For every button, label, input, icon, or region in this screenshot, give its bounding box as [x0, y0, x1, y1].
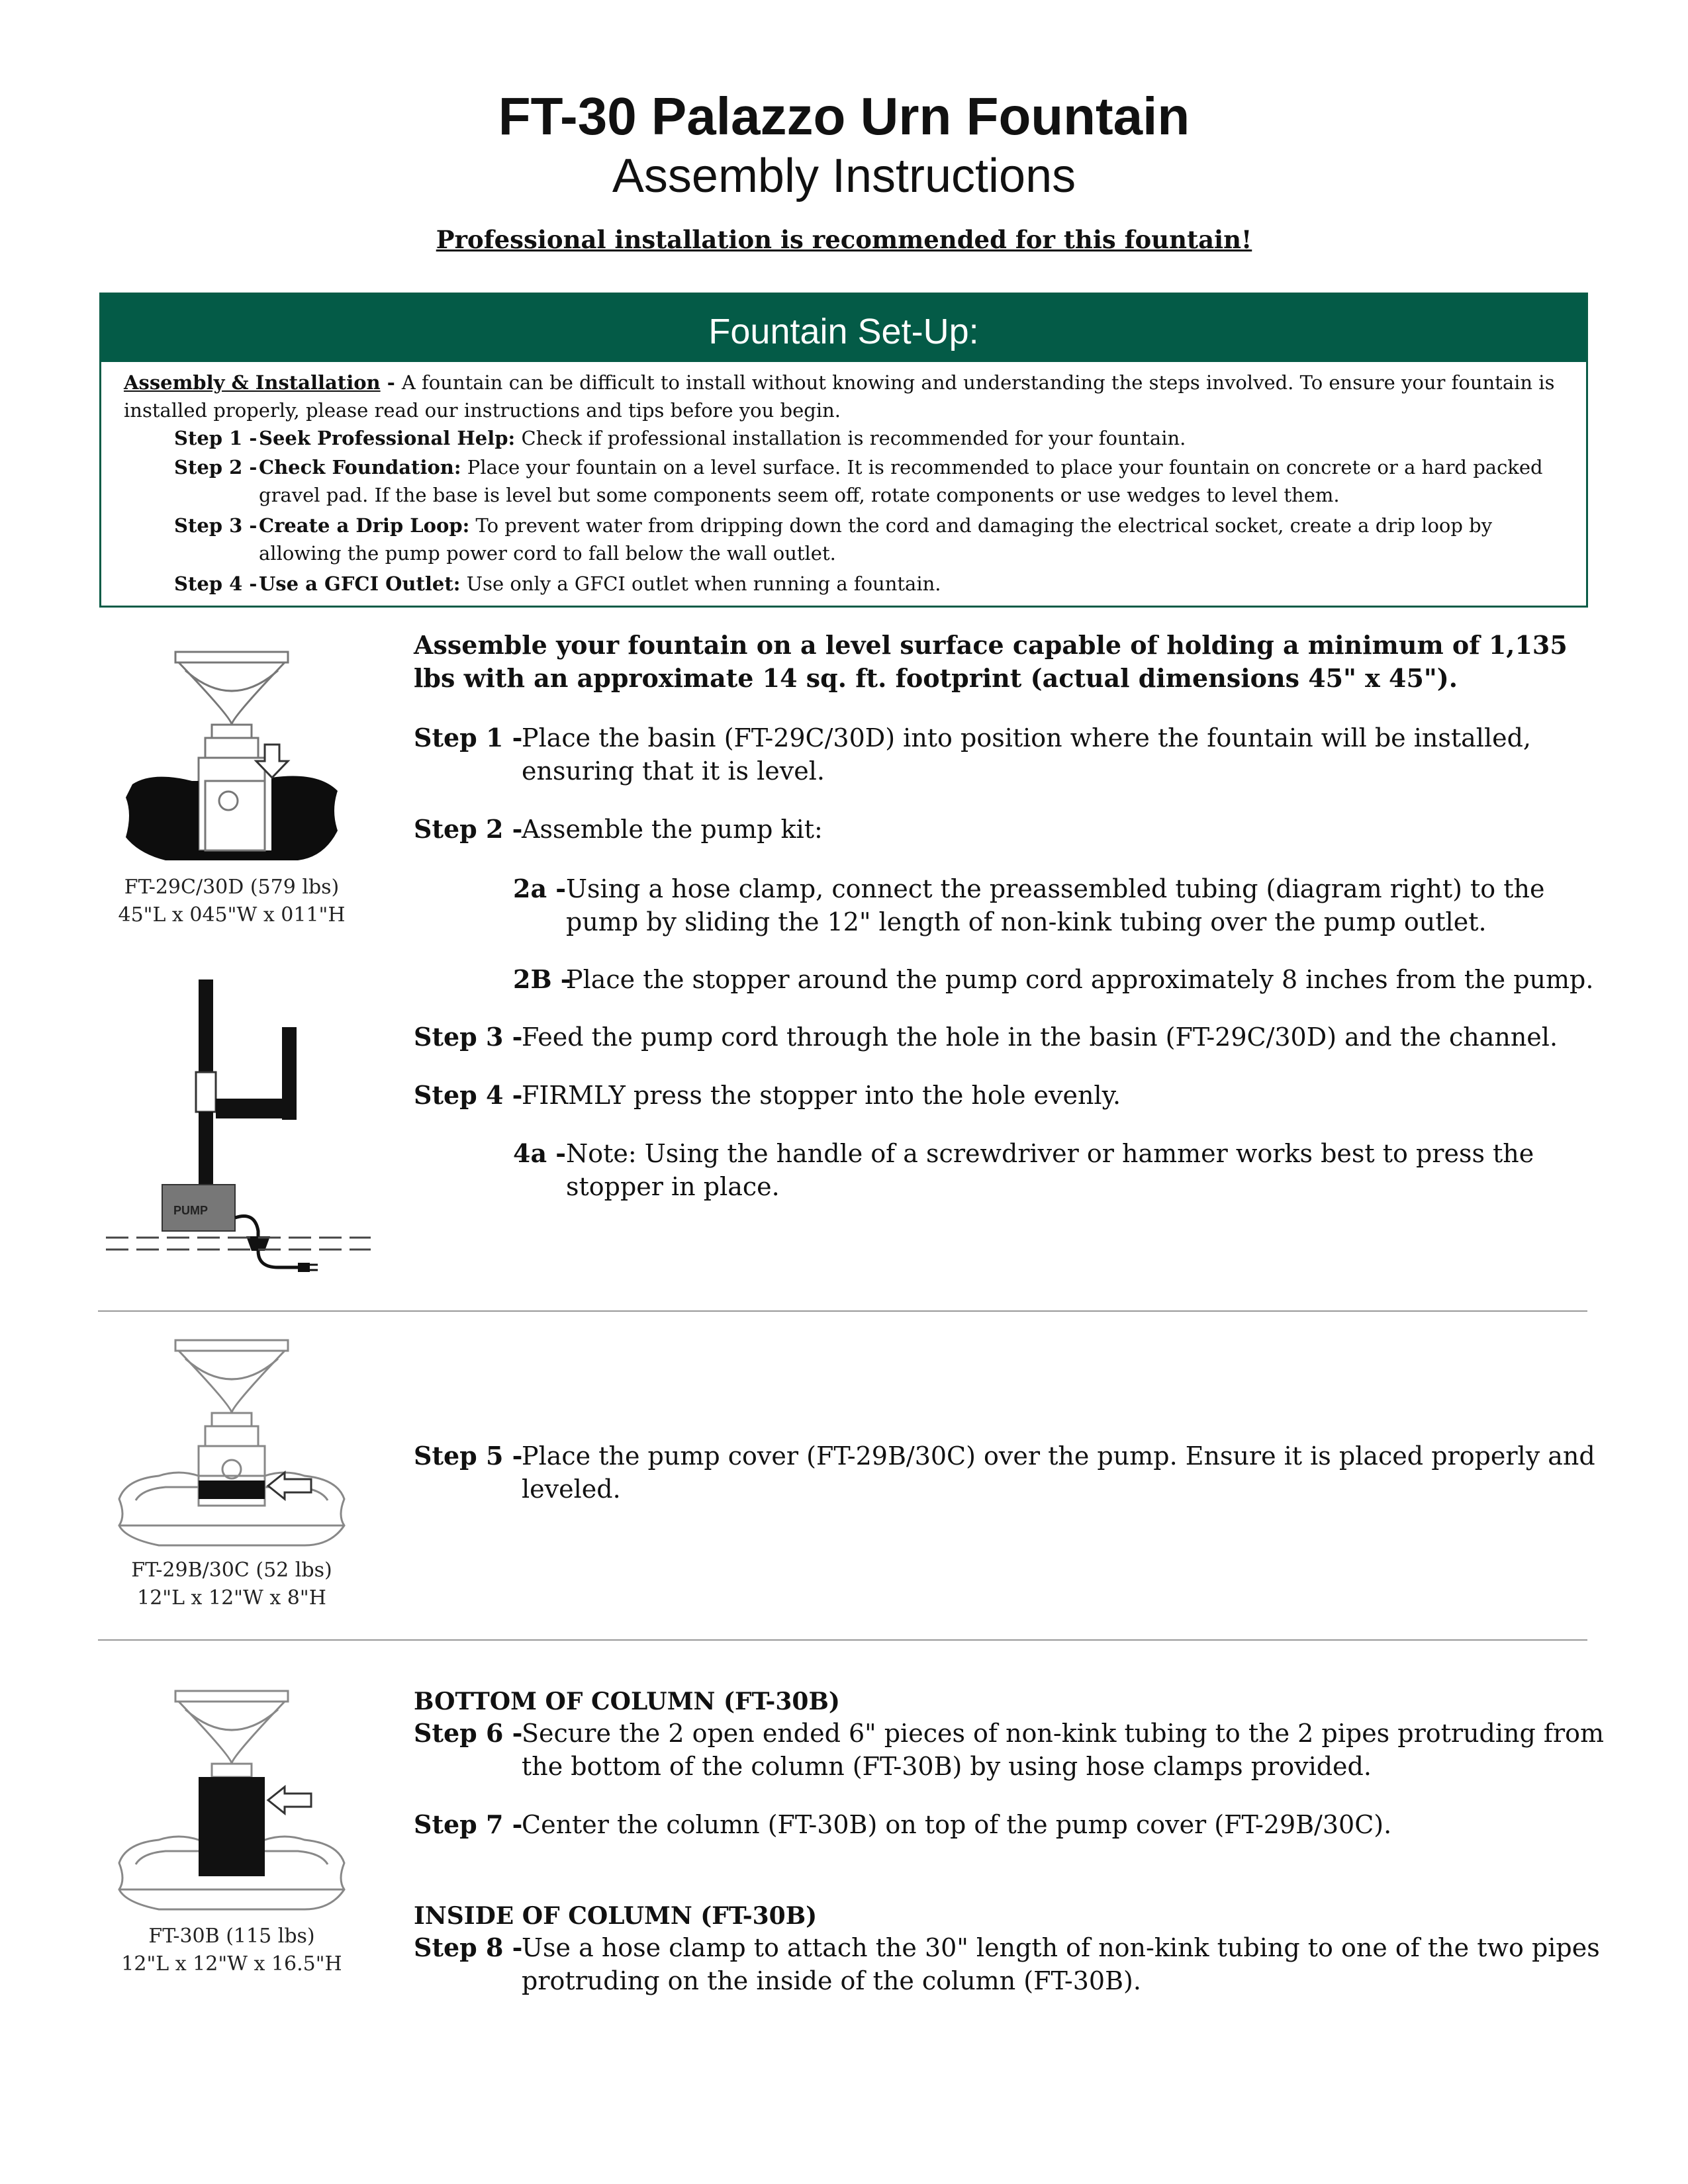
step-label: 4a -: [513, 1138, 567, 1168]
basin-dims: 45"L x 045"W x 011"H: [118, 903, 346, 927]
step-label: 2a -: [513, 874, 567, 903]
setup-step-text: Place your fountain on a level surface. It is recommended to place your fountain on concrete or a hard packed gravel pad. If the base is level but some components seem off, rotate components or use wedges to level them.: [259, 456, 1543, 506]
assembly-step-4a: [513, 1137, 1599, 1203]
step-text: Feed the pump cord through the hole in the basin (FT-29C/30D) and the channel.: [522, 1023, 1558, 1052]
basin-caption: [93, 874, 371, 929]
step-text: FIRMLY press the stopper into the hole evenly.: [522, 1081, 1121, 1110]
assembly-lead: Assemble your fountain on a level surface capable of holding a minimum of 1,135 lbs with an approximate 14 sq. ft. footprint (actual dimensions 45" x 45").: [414, 630, 1568, 693]
assembly-step-2: [414, 813, 1605, 846]
setup-step-label: Step 3 -: [174, 514, 258, 537]
step-label: 2B -: [513, 964, 571, 994]
setup-intro-label: Assembly & Installation: [124, 371, 381, 394]
column-caption: [93, 1923, 371, 1978]
inside-column-heading: INSIDE OF COLUMN (FT-30B): [414, 1902, 818, 1930]
assembly-step-8: [414, 1931, 1605, 1997]
step-text: Using a hose clamp, connect the preassembled tubing (diagram right) to the pump by sliding the 12" length of non-kink tubing over the pump outlet.: [566, 874, 1545, 936]
setup-step-text: To prevent water from dripping down the cord and damaging the electrical socket, create a drip loop by allowing the pump power cord to fall below the wall outlet.: [259, 514, 1493, 565]
setup-step-text: Use only a GFCI outlet when running a fountain.: [460, 572, 941, 595]
setup-step-label: Step 4 -: [174, 572, 258, 595]
cover-dims: 12"L x 12"W x 8"H: [137, 1586, 326, 1610]
setup-step-title: Seek Professional Help:: [259, 427, 516, 449]
step-text: Assemble the pump kit:: [522, 815, 823, 844]
step-label: Step 1 -: [414, 723, 523, 752]
pump-kit-illustration: [99, 973, 377, 1291]
assembly-step-6: [414, 1717, 1605, 1783]
step-label: Step 6 -: [414, 1718, 523, 1748]
setup-box: [99, 293, 1588, 608]
setup-step-title: Use a GFCI Outlet:: [259, 572, 461, 595]
assembly-step-3: [414, 1021, 1605, 1054]
step-label: Step 2 -: [414, 814, 523, 844]
step-label: Step 7 -: [414, 1809, 523, 1839]
setup-step-3: [174, 512, 1564, 567]
step-label: Step 8 -: [414, 1933, 523, 1962]
step-text: Center the column (FT-30B) on top of the pump cover (FT-29B/30C).: [522, 1810, 1392, 1839]
step-text: Place the basin (FT-29C/30D) into position where the fountain will be installed, ensuring that it is level.: [522, 723, 1531, 786]
setup-step-label: Step 2 -: [174, 456, 258, 478]
pump-cover-illustration: [106, 1327, 357, 1552]
setup-intro-sep: -: [380, 371, 402, 394]
cover-name: FT-29B/30C (52 lbs): [131, 1559, 332, 1582]
setup-step-label: Step 1 -: [174, 427, 258, 449]
column-illustration: [106, 1678, 357, 1916]
installation-notice: Professional installation is recommended for this fountain!: [436, 225, 1252, 254]
step-text: Note: Using the handle of a screwdriver or hammer works best to press the stopper in place.: [566, 1139, 1534, 1201]
step-label: Step 5 -: [414, 1441, 523, 1471]
assembly-step-2a: [513, 872, 1599, 938]
setup-step-2: [174, 453, 1564, 509]
cover-caption: [93, 1557, 371, 1612]
assembly-step-2b: [513, 963, 1599, 996]
assembly-step-1: [414, 721, 1605, 788]
setup-step-4: [174, 570, 1564, 598]
column-name: FT-30B (115 lbs): [148, 1925, 315, 1948]
basin-name: FT-29C/30D (579 lbs): [124, 876, 340, 899]
step-text: Use a hose clamp to attach the 30" length of non-kink tubing to one of the two pipes protruding on the inside of the column (FT-30B).: [522, 1933, 1600, 1995]
setup-heading: Fountain Set-Up:: [101, 295, 1586, 362]
setup-step-title: Create a Drip Loop:: [259, 514, 470, 537]
page-subtitle: Assembly Instructions: [612, 150, 1076, 203]
column-dims: 12"L x 12"W x 16.5"H: [121, 1952, 342, 1976]
step-text: Place the stopper around the pump cord approximately 8 inches from the pump.: [566, 965, 1594, 994]
assembly-step-7: [414, 1808, 1605, 1841]
setup-step-title: Check Foundation:: [259, 456, 461, 478]
section-divider: [98, 1639, 1587, 1641]
assembly-step-4: [414, 1079, 1605, 1112]
section-divider: [98, 1310, 1587, 1312]
setup-step-text: Check if professional installation is recommended for your fountain.: [515, 427, 1186, 449]
step-label: Step 4 -: [414, 1080, 523, 1110]
page-title: FT-30 Palazzo Urn Fountain: [498, 87, 1190, 146]
step-text: Secure the 2 open ended 6" pieces of non-kink tubing to the 2 pipes protruding from the bottom of the column (FT-30B) by using hose clamps provided.: [522, 1719, 1605, 1781]
bottom-column-heading: BOTTOM OF COLUMN (FT-30B): [414, 1688, 840, 1715]
setup-step-1: [174, 424, 1564, 452]
setup-intro-text: A fountain can be difficult to install without knowing and understanding the steps involved. To ensure your fountain is installed properly, please read our instructions and tips before you begin.: [124, 371, 1555, 422]
basin-illustration: [106, 639, 357, 870]
pump-label: PUMP: [173, 1204, 209, 1217]
step-label: Step 3 -: [414, 1022, 523, 1052]
assembly-step-5: [414, 1439, 1605, 1506]
step-text: Place the pump cover (FT-29B/30C) over the pump. Ensure it is placed properly and leveled.: [522, 1441, 1595, 1504]
setup-intro: [124, 369, 1567, 424]
